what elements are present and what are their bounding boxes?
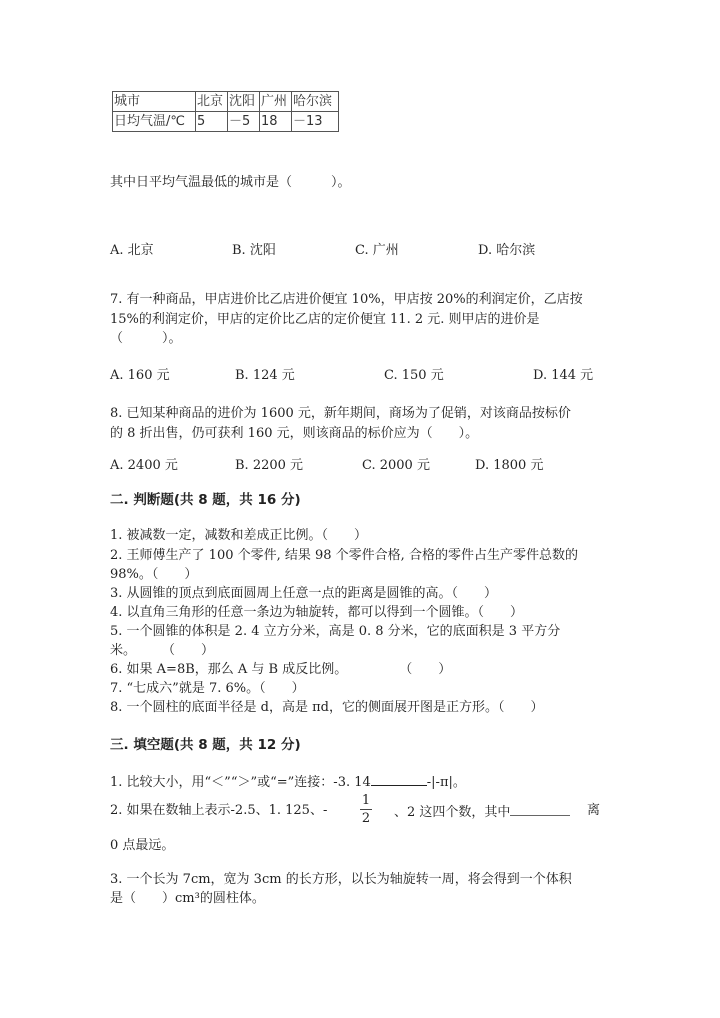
q7-option-c: C. 150 元 — [384, 368, 444, 383]
q7-option-b: B. 124 元 — [235, 368, 295, 383]
judge-item-7: 7. “七成六”就是 7. 6%。（ ） — [110, 681, 305, 696]
q8-option-b: B. 2200 元 — [235, 458, 304, 473]
q7-option-a: A. 160 元 — [110, 368, 170, 383]
answer-blank[interactable] — [510, 801, 570, 816]
answer-blank[interactable] — [371, 771, 427, 786]
question-7-line-2: 15%的利润定价，甲店的定价比乙店的定价便宜 11. 2 元. 则甲店的进价是 — [110, 312, 540, 327]
q7-option-d: D. 144 元 — [533, 368, 594, 383]
table-header-row — [113, 92, 339, 112]
q8-option-c: C. 2000 元 — [362, 458, 430, 473]
judge-item-5: 5. 一个圆锥的体积是 2. 4 立方分米，高是 0. 8 分米，它的底面积是 3 平方分 — [110, 624, 561, 639]
section-2-title: 二. 判断题(共 8 题，共 16 分) — [110, 492, 301, 508]
temperature-table — [112, 91, 339, 132]
table-cell: 日均气温/℃ — [113, 112, 196, 132]
question-8-line-2: 的 8 折出售，仍可获利 160 元，则该商品的标价应为（ ）。 — [110, 426, 479, 441]
q6-option-a: A. 北京 — [110, 243, 154, 258]
table-cell: －5 — [228, 112, 260, 132]
table-cell: 北京 — [196, 92, 228, 112]
q6-option-b: B. 沈阳 — [232, 243, 276, 258]
table-cell: －13 — [292, 112, 339, 132]
judge-item-2-cont: 98%。（ ） — [110, 567, 198, 582]
fill-item-2-cont: 0 点最远。 — [110, 838, 175, 853]
judge-item-6: 6. 如果 A=8B，那么 A 与 B 成反比例。 （ ） — [110, 662, 452, 677]
judge-item-2: 2. 王师傅生产了 100 个零件, 结果 98 个零件合格, 合格的零件占生产零件总数的 — [110, 548, 578, 563]
fill-item-2-middle-text: 、2 这四个数，其中 — [394, 805, 511, 820]
fill-item-3-line-2: 是（ ）cm³的圆柱体。 — [110, 891, 265, 906]
fraction-bar — [360, 809, 372, 810]
q8-option-a: A. 2400 元 — [110, 458, 178, 473]
table-cell: 18 — [260, 112, 292, 132]
question-8-line-1: 8. 已知某种商品的进价为 1600 元，新年期间，商场为了促销，对该商品按标价 — [110, 406, 571, 421]
fraction-numerator: 1 — [361, 793, 371, 808]
fill-item-2-middle — [394, 801, 570, 823]
q8-option-d: D. 1800 元 — [475, 458, 544, 473]
fill-item-3-line-1: 3. 一个长为 7cm，宽为 3cm 的长方形，以长为轴旋转一周，将会得到一个体积 — [110, 872, 572, 887]
table-row — [113, 112, 339, 132]
judge-item-3: 3. 从圆锥的顶点到底面圆周上任意一点的距离是圆锥的高。（ ） — [110, 586, 498, 601]
question-7-line-3: （ ）。 — [110, 331, 182, 346]
fill-item-2-prefix: 2. 如果在数轴上表示-2.5、1. 125、- — [110, 803, 328, 818]
judge-item-8: 8. 一个圆柱的底面半径是 d，高是 πd，它的侧面展开图是正方形。（ ） — [110, 700, 544, 715]
q6-option-c: C. 广州 — [355, 243, 399, 258]
judge-item-5-cont: 米。 （ ） — [110, 643, 215, 658]
table-cell: 沈阳 — [228, 92, 260, 112]
section-3-title: 三. 填空题(共 8 题，共 12 分) — [110, 737, 301, 753]
fill-item-1-prefix: 1. 比较大小，用“＜”“＞”或“=”连接：-3. 14 — [110, 775, 371, 790]
fraction-denominator: 2 — [361, 811, 371, 826]
judge-item-1: 1. 被减数一定，减数和差成正比例。（ ） — [110, 528, 368, 543]
judge-item-4: 4. 以直角三角形的任意一条边为轴旋转，都可以得到一个圆锥。（ ） — [110, 605, 524, 620]
fill-item-1 — [110, 771, 466, 793]
table-cell: 城市 — [113, 92, 196, 112]
table-cell: 5 — [196, 112, 228, 132]
table-cell: 广州 — [260, 92, 292, 112]
question-7-line-1: 7. 有一种商品，甲店进价比乙店进价便宜 10%，甲店按 20%的利润定价，乙店按 — [110, 292, 583, 307]
fill-item-2-suffix: 离 — [587, 803, 601, 818]
table-cell: 哈尔滨 — [292, 92, 339, 112]
fill-item-1-suffix: -|-π|。 — [426, 775, 466, 790]
question-6-stem: 其中日平均气温最低的城市是（ ）。 — [110, 175, 351, 190]
q6-option-d: D. 哈尔滨 — [478, 243, 536, 258]
